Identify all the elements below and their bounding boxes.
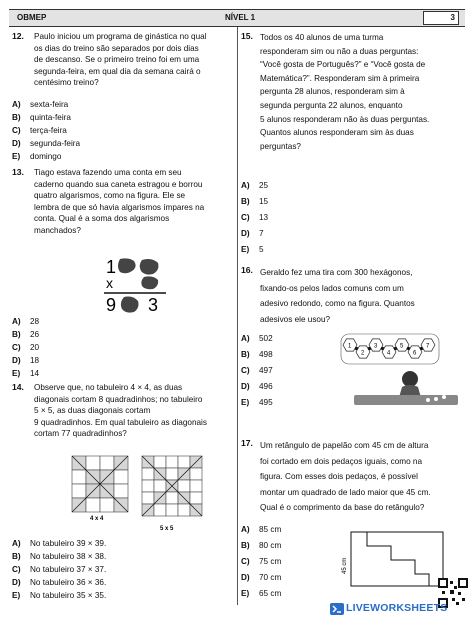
option-text: No tabuleiro 39 × 39. [30,539,107,548]
option-letter: C) [12,565,21,574]
column-divider [237,27,238,605]
text-line: de descanso. Se o primeiro treino foi em uma [34,55,200,65]
board-4x4 [72,456,128,512]
text-line: figura. Com esses dois pedaços, é possível [260,472,418,481]
header-level: NÍVEL 1 [225,13,256,22]
option-e[interactable] [241,397,331,408]
liveworksheets-logo-icon [330,603,344,615]
text-line: pergunta 28 alunos, responderam sim à [260,87,405,97]
option-d[interactable] [12,355,212,366]
option-b[interactable] [12,329,212,340]
option-d[interactable] [241,381,331,392]
option-text: domingo [30,152,62,161]
text-line: fixando-os pelos lados comuns com um [260,283,404,293]
option-e[interactable] [12,368,212,379]
board-cell [190,492,202,504]
text-line: Quantos alunos responderam sim às duas [260,128,414,138]
sticker-icon [442,395,446,399]
question-text [34,382,232,440]
board-cell [114,470,128,484]
option-letter: D) [12,356,21,365]
question-number: 15. [241,31,253,41]
option-letter: A) [241,334,250,343]
board-cell [178,456,190,468]
question-text [260,31,465,153]
text-line: 5 alunos responderam não às duas perguntas. [260,114,430,124]
option-c[interactable] [241,365,331,376]
option-letter: C) [241,557,250,566]
option-text: 495 [259,398,273,407]
option-letter: B) [241,350,250,359]
option-e[interactable] [241,588,331,599]
option-text: No tabuleiro 38 × 38. [30,552,107,561]
text-line: manchados? [34,225,81,235]
board-cell [100,498,114,512]
option-text: No tabuleiro 36 × 36. [30,578,107,587]
option-text: 75 cm [259,557,282,566]
option-a[interactable] [241,333,331,344]
hexagon-number: 3 [374,343,378,350]
option-b[interactable] [241,540,331,551]
text-line: adesivo redondo, como na figura. Quantos [260,299,415,308]
option-text: 498 [259,350,273,359]
board-5x5-label: 5 x 5 [160,526,174,532]
option-text: 80 cm [259,541,282,550]
board-cell [178,480,190,492]
option-b[interactable] [12,551,212,562]
header-olympiad: OBMEP [17,13,47,22]
option-e[interactable] [12,151,212,162]
ink-smudge [118,258,136,273]
option-text: 65 cm [259,589,282,598]
option-text: No tabuleiro 37 × 37. [30,565,107,574]
text-line: conta. Qual é a soma dos algarismos [34,214,170,224]
option-text: 25 [259,181,269,190]
option-c[interactable] [12,564,212,575]
hexagon-number: 7 [426,343,430,350]
text-line: lembra de que só havia algarismos ímpares na [34,202,205,212]
option-letter: C) [12,343,21,352]
board-cell [100,456,114,470]
header-page-number: 3 [423,11,459,25]
board-cell [190,468,202,480]
option-d[interactable] [241,228,441,239]
hexagon-number: 5 [400,343,404,350]
hexagon-number: 4 [387,350,391,357]
option-text: quinta-feira [30,113,71,122]
text-line: Todos os 40 alunos de uma turma [260,33,384,42]
liveworksheets-brand: LIVEWORKSHEETS [346,602,448,614]
option-c[interactable] [241,556,331,567]
option-a[interactable] [12,538,212,549]
text-line: centésimo treino? [34,78,99,88]
option-letter: D) [241,382,250,391]
sticker-icon [434,397,438,401]
digit-1: 1 [106,257,117,277]
option-a[interactable] [241,180,441,191]
option-letter: A) [12,317,21,326]
option-c[interactable] [12,125,212,136]
option-c[interactable] [12,342,212,353]
option-letter: E) [12,152,21,161]
option-text: 502 [259,334,273,343]
board-cell [178,504,190,516]
option-letter: E) [241,245,250,254]
board-cell [166,492,178,504]
board-cell [142,468,154,480]
option-text: 14 [30,369,40,378]
option-text: segunda-feira [30,139,81,148]
text-line: Tiago estava fazendo uma conta em seu [34,168,182,177]
option-d[interactable] [12,138,212,149]
option-letter: E) [12,591,21,600]
option-letter: B) [241,197,250,206]
question-13 [12,167,234,377]
board-cell [86,498,100,512]
page-header [9,9,465,27]
option-letter: B) [12,330,21,339]
board-cell [114,484,128,498]
text-line: Observe que, no tabuleiro 4 × 4, as duas [34,383,183,392]
question-text [260,265,465,327]
option-text: 85 cm [259,525,282,534]
text-line: caderno quando sua caneta estragou e borrou [34,179,203,189]
text-line: 5 × 5, as duas diagonais cortam [34,406,151,416]
board-cell [72,484,86,498]
board-cell [142,492,154,504]
option-letter: E) [241,589,250,598]
sticker-icon [426,398,430,402]
option-e[interactable] [241,244,441,255]
hexagon-strip [341,334,439,364]
option-text: 70 cm [259,573,282,582]
height-label: 45 cm [342,557,348,574]
option-text: 5 [259,245,264,254]
option-c[interactable] [241,212,441,223]
board-cell [86,456,100,470]
option-text: sexta-feira [30,100,69,109]
ink-smudge [141,276,158,289]
option-text: 497 [259,366,273,375]
option-letter: C) [241,366,250,375]
hexagon-number: 6 [413,350,417,357]
option-letter: B) [12,552,21,561]
option-letter: C) [241,213,250,222]
board-cell [154,504,166,516]
text-line: quatro algarismos, como na figura. Ele se [34,191,186,201]
rectangle-cut-figure [337,528,447,598]
question-17 [241,438,467,600]
text-line: cortam 77 quadradinhos? [34,429,127,439]
option-letter: A) [241,525,250,534]
board-cell [154,456,166,468]
option-a[interactable] [241,524,331,535]
option-text: 20 [30,343,40,352]
digit-9: 9 [106,295,117,314]
option-letter: D) [241,229,250,238]
text-line: segunda-feira, em qual dia da semana cairá o [34,66,201,76]
board-cell [166,468,178,480]
text-line: adesivos ele usou? [260,314,331,324]
option-b[interactable] [241,349,331,360]
text-line: “Você gosta de Português?” e “Você gosta de [260,60,426,70]
text-line: Matemática?”. Responderam sim à primeira [260,73,420,83]
option-letter: A) [12,100,21,109]
text-line: segunda pergunta 22 alunos, enquanto [260,100,403,110]
option-letter: D) [12,578,21,587]
board-cell [154,480,166,492]
option-b[interactable] [12,112,212,123]
option-e[interactable] [12,590,212,601]
liveworksheets-badge[interactable] [330,600,470,616]
option-letter: E) [12,369,21,378]
digit-3: 3 [148,295,159,314]
option-letter: A) [12,539,21,548]
question-12 [12,31,234,163]
option-text: 28 [30,317,40,326]
question-15 [241,31,467,257]
text-line: Geraldo fez uma tira com 300 hexágonos, [260,268,413,277]
option-letter: D) [12,139,21,148]
text-line: Um retângulo de papelão com 45 cm de altura [260,441,429,450]
ink-smudge [121,297,139,313]
option-letter: E) [241,398,250,407]
hexagon-number: 1 [348,343,352,350]
ink-smudge [140,259,159,275]
text-line: perguntas? [260,141,301,151]
option-text: 15 [259,197,269,206]
board-5x5 [142,456,202,516]
boards-figure [68,452,208,534]
question-text [260,438,465,516]
option-letter: A) [241,181,250,190]
option-text: 18 [30,356,40,365]
question-14 [12,382,234,602]
question-number: 17. [241,438,253,448]
option-text: 13 [259,213,269,222]
question-text [34,31,232,89]
hexagon-number: 2 [361,350,365,357]
board-4x4-label: 4 x 4 [90,516,104,522]
board-cell [166,504,178,516]
board-cell [142,480,154,492]
option-a[interactable] [12,316,212,327]
text-line: foi cortado em dois pedaços iguais, como na [260,456,423,466]
text-line: diagonais cortam 8 quadradinhos; no tabuleiro [34,394,203,404]
child-head [402,371,418,387]
option-letter: B) [241,541,250,550]
option-b[interactable] [241,196,441,207]
multiply-sign: x [106,275,113,291]
text-line: Paulo iniciou um programa de ginástica no qual [34,32,207,41]
board-cell [166,456,178,468]
option-text: 26 [30,330,40,339]
question-16 [241,265,467,415]
question-text [34,167,232,237]
question-number: 16. [241,265,253,275]
option-text: 7 [259,229,264,238]
board-cell [190,480,202,492]
option-text: No tabuleiro 35 × 35. [30,591,107,600]
option-letter: B) [12,113,21,122]
option-letter: D) [241,573,250,582]
option-a[interactable] [12,99,212,110]
question-number: 14. [12,382,24,392]
text-line: Qual é o comprimento da base do retângulo? [260,503,425,512]
text-line: os dias do treino são separados por dois dias [34,43,199,53]
text-line: 9 quadradinhos. Em qual tabuleiro as diagonais [34,417,207,427]
option-text: 496 [259,382,273,391]
board-cell [72,470,86,484]
smudged-multiplication-figure [102,256,172,314]
hexagon-strip-figure [340,333,464,415]
text-line: responderam sim ou não a duas perguntas: [260,46,419,56]
question-number: 13. [12,167,24,177]
option-letter: C) [12,126,21,135]
text-line: montar um quadrado de lado maior que 45 cm. [260,487,431,497]
cut-line [367,532,429,586]
option-d[interactable] [241,572,331,583]
option-d[interactable] [12,577,212,588]
question-number: 12. [12,31,24,41]
option-text: terça-feira [30,126,67,135]
